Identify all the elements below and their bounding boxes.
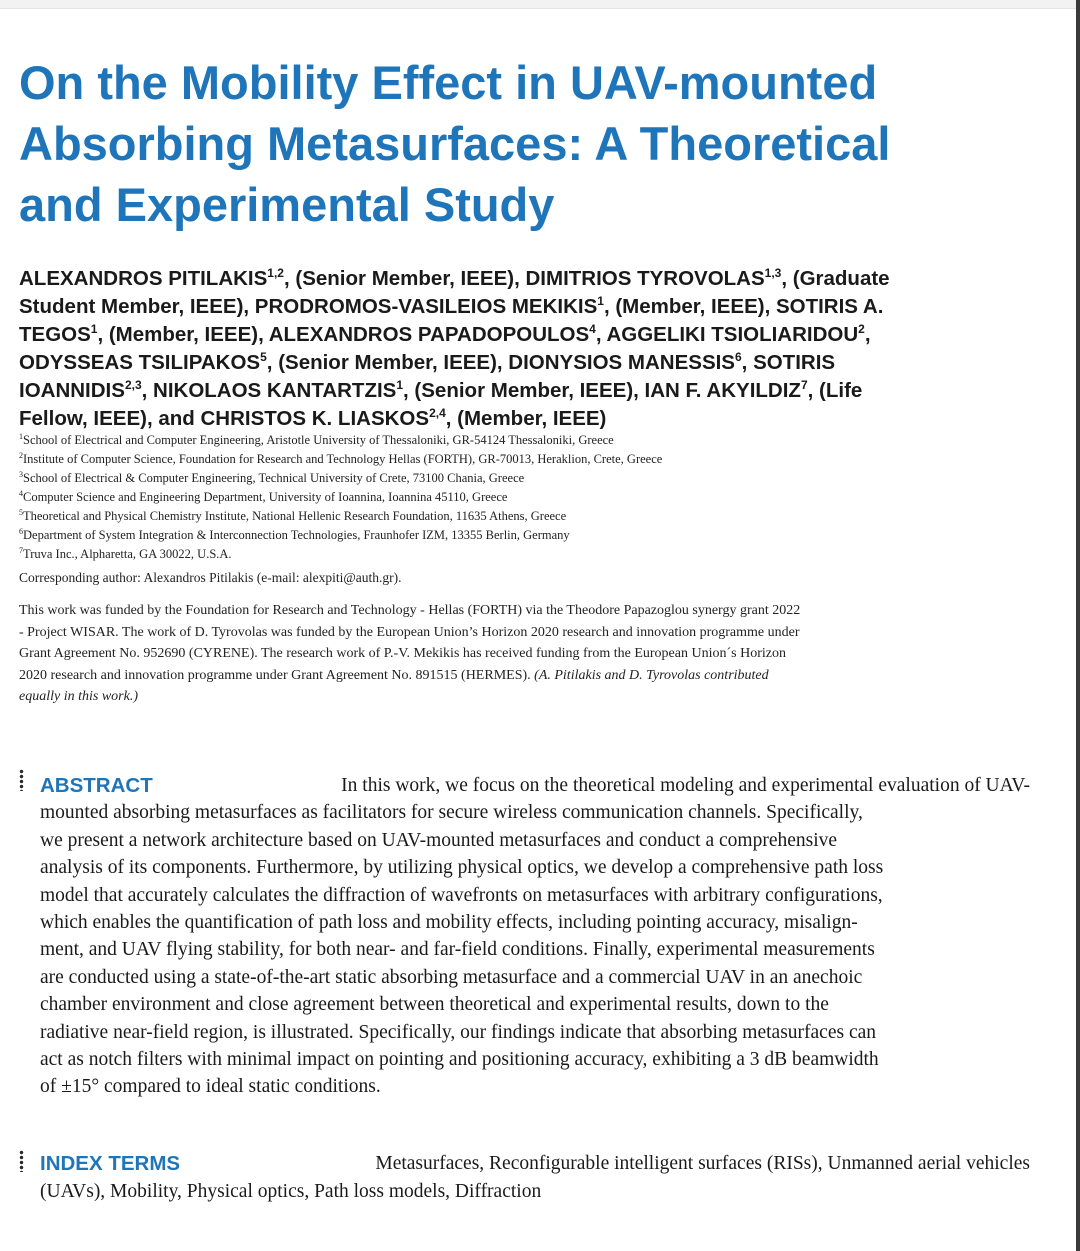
abstract-text: which enables the quantification of path loss and mobility effects, including pointing accuracy, misalign- (40, 912, 858, 934)
paper-title (19, 52, 1019, 235)
affiliation-number: 2 (19, 451, 23, 460)
author-line (19, 377, 1029, 405)
title-line: On the Mobility Effect in UAV-mounted (19, 56, 878, 109)
affiliation-text: School of Electrical & Computer Engineering, Technical University of Crete, 73100 Chania, Greece (23, 471, 525, 485)
affiliation-marker: 2,4 (429, 406, 446, 420)
author-text: , (Member, IEEE) (445, 407, 607, 430)
section-marker-icon (19, 1150, 24, 1172)
affiliation-text: Institute of Computer Science, Foundation for Research and Technology Hellas (FORTH), GR-70013, Heraklion, Crete, Greece (23, 452, 663, 466)
abstract-text: radiative near-field region, is illustrated. Specifically, our findings indicate that absorbing metasurfaces can (40, 1021, 877, 1043)
affiliation-marker: 6 (734, 350, 742, 364)
author-text: , (Graduate (781, 267, 890, 290)
author-line (19, 349, 1029, 377)
author-line (19, 265, 1029, 293)
affiliation-text: Truva Inc., Alpharetta, GA 30022, U.S.A. (23, 547, 232, 561)
author-line (19, 321, 1029, 349)
abstract-text: mounted absorbing metasurfaces as facilitators for secure wireless communication channels. Specifically, (40, 802, 863, 824)
author-text: , (Member, IEEE), SOTIRIS A. (603, 295, 884, 318)
affiliation-text: Department of System Integration & Interconnection Technologies, Fraunhofer IZM, 13355 Berlin, Germany (23, 528, 570, 542)
affiliation-item (19, 526, 1019, 545)
author-line (19, 293, 1029, 321)
abstract-text: ment, and UAV flying stability, for both near- and far-field conditions. Finally, experimental measurements (40, 939, 875, 961)
abstract-line (40, 882, 1030, 909)
affiliation-number: 7 (19, 546, 23, 555)
title-line: Absorbing Metasurfaces: A Theoretical (19, 117, 891, 170)
abstract-text: analysis of its components. Furthermore, by utilizing physical optics, we develop a comprehensive path loss (40, 857, 884, 879)
author-text: , (Senior Member, IEEE), DIONYSIOS MANESSIS (266, 351, 735, 374)
affiliation-text: School of Electrical and Computer Engineering, Aristotle University of Thessaloniki, GR-54124 Thessaloniki, Greece (23, 433, 614, 447)
affiliation-marker: 5 (260, 350, 267, 364)
affiliation-number: 5 (19, 508, 23, 517)
abstract-line (40, 799, 1030, 826)
affiliation-marker: 2 (858, 322, 865, 336)
contribution-note: equally in this work.) (19, 689, 138, 704)
author-text: , NIKOLAOS KANTARTZIS (141, 379, 397, 402)
index-terms-line (40, 1150, 1030, 1178)
funding-text: 2020 research and innovation programme under Grant Agreement No. 891515 (HERMES). (19, 667, 531, 683)
corresponding-author: Corresponding author: Alexandros Pitilakis (e-mail: alexpiti@auth.gr). (19, 570, 402, 585)
affiliation-marker: 1,2 (267, 266, 284, 280)
funding-note (19, 600, 1019, 708)
author-text: , (Senior Member, IEEE), IAN F. AKYILDIZ (403, 379, 801, 402)
abstract-text: In this work, we focus on the theoretical modeling and experimental evaluation of UAV- (341, 775, 1030, 796)
affiliation-text: Computer Science and Engineering Department, University of Ioannina, Ioannina 45110, Greece (23, 490, 508, 504)
affiliation-number: 1 (19, 432, 23, 441)
viewer-right-edge (1076, 0, 1080, 1251)
abstract-text: are conducted using a state-of-the-art static absorbing metasurface and a commercial UAV in an anechoic (40, 966, 863, 988)
abstract-label: ABSTRACT (40, 774, 153, 797)
affiliation-marker: 1,3 (764, 266, 782, 280)
author-line (19, 405, 1029, 433)
abstract-line (40, 854, 1030, 881)
author-text: IOANNIDIS (19, 379, 125, 402)
abstract-text: of ±15° compared to ideal static conditions. (40, 1076, 381, 1098)
affiliation-marker: 1 (597, 294, 604, 308)
contribution-note: (A. Pitilakis and D. Tyrovolas contributed (534, 667, 769, 683)
abstract-line (40, 772, 1030, 799)
funding-line: This work was funded by the Foundation for Research and Technology - Hellas (FORTH) via the Theodore Papazoglou synergy grant 2022 (19, 603, 801, 618)
author-text: , (Life (807, 379, 863, 402)
abstract-line (40, 909, 1030, 936)
affiliation-number: 4 (19, 489, 23, 498)
affiliation-number: 6 (19, 527, 23, 536)
abstract-line (40, 1019, 1030, 1046)
index-terms-label: INDEX TERMS (40, 1152, 181, 1175)
affiliation-item (19, 488, 1019, 507)
affiliation-list (19, 431, 1019, 564)
index-terms-text: (UAVs), Mobility, Physical optics, Path loss models, Diffraction (40, 1181, 542, 1202)
affiliation-number: 3 (19, 470, 23, 479)
author-text: , SOTIRIS (741, 351, 836, 374)
author-text: Student Member, IEEE), PRODROMOS-VASILEIOS MEKIKIS (19, 295, 598, 318)
index-terms-text: Metasurfaces, Reconfigurable intelligent surfaces (RISs), Unmanned aerial vehicles (375, 1153, 1030, 1174)
funding-line (19, 665, 1019, 687)
author-text: TEGOS (19, 323, 91, 346)
abstract-text: chamber environment and close agreement between theoretical and experimental results, down to the (40, 994, 829, 1016)
abstract-text: we present a network architecture based on UAV-mounted metasurfaces and conduct a comprehensive (40, 829, 838, 851)
affiliation-item (19, 545, 1019, 564)
affiliation-item (19, 507, 1019, 526)
funding-line (19, 686, 1019, 708)
index-terms-section (40, 1150, 1030, 1206)
affiliation-text: Theoretical and Physical Chemistry Institute, National Hellenic Research Foundation, 11635 Athens, Greece (23, 509, 567, 523)
author-text: , (Senior Member, IEEE), DIMITRIOS TYROVOLAS (283, 267, 765, 290)
author-list (19, 265, 1029, 433)
index-terms-line (40, 1178, 1030, 1206)
affiliation-marker: 1 (90, 322, 98, 336)
affiliation-item (19, 450, 1019, 469)
viewer-top-edge (0, 0, 1080, 9)
affiliation-item (19, 469, 1019, 488)
author-text: , AGGELIKI TSIOLIARIDOU (595, 323, 859, 346)
abstract-line (40, 1046, 1030, 1073)
affiliation-item (19, 431, 1019, 450)
author-text: , (Member, IEEE), ALEXANDROS PAPADOPOULOS (97, 323, 590, 346)
affiliation-marker: 2,3 (124, 378, 142, 392)
section-marker-icon (19, 769, 24, 791)
author-text: ODYSSEAS TSILIPAKOS (19, 351, 261, 374)
funding-line: Grant Agreement No. 952690 (CYRENE). The research work of P.-V. Mekikis has received funding from the European Union´s Horizon (19, 646, 786, 661)
abstract-text: model that accurately calculates the diffraction of wavefronts on metasurfaces with arbitrary configurations, (40, 884, 883, 906)
abstract-line (40, 936, 1030, 963)
affiliation-marker: 4 (589, 322, 596, 336)
title-line: and Experimental Study (19, 178, 555, 231)
abstract-line (40, 827, 1030, 854)
abstract-line (40, 964, 1030, 991)
author-text: , (864, 323, 871, 346)
abstract-text: act as notch filters with minimal impact on pointing and positioning accuracy, exhibiting a 3 dB beamwidth (40, 1049, 879, 1071)
funding-line: - Project WISAR. The work of D. Tyrovolas was funded by the European Union’s Horizon 2020 research and innovation programme under (19, 624, 800, 640)
author-text: ALEXANDROS PITILAKIS (19, 267, 268, 290)
abstract-line (40, 991, 1030, 1018)
author-text: Fellow, IEEE), and CHRISTOS K. LIASKOS (19, 407, 430, 430)
abstract-line (40, 1073, 1030, 1100)
affiliation-marker: 1 (396, 378, 404, 392)
affiliation-marker: 7 (800, 378, 808, 392)
abstract-section (40, 772, 1030, 1101)
